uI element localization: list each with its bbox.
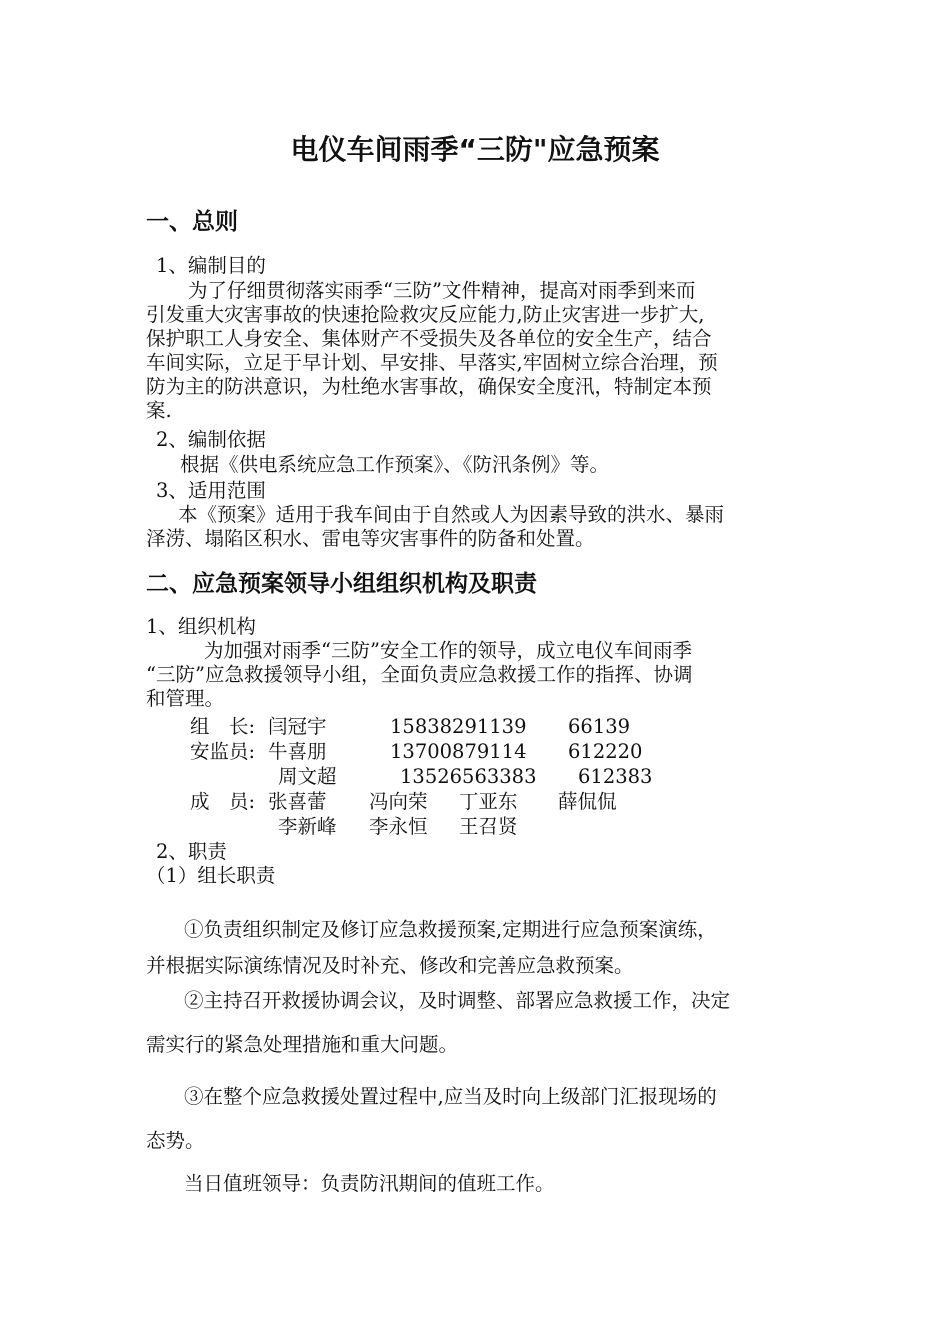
item1-paragraph [146,279,806,423]
item1-line: 车间实际，立足于早计划、早安排、早落实,牢固树立综合治理，预 [146,351,718,374]
section2-heading: 二、应急预案领导小组组织机构及职责 [146,571,537,597]
leader-name: 闫冠宇 [268,715,327,738]
duty1-line: ①负责组织制定及修订应急救援预案,定期进行应急预案演练， [184,918,717,941]
duty3-paragraph [146,1075,806,1163]
duty3-line: 态势。 [146,1129,205,1152]
supervisor1-mobile: 13700879114 [390,740,527,763]
item3-line: 泽涝、塌陷区积水、雷电等灾害事件的防备和处置。 [146,527,595,550]
duty1-paragraph [146,912,806,984]
member-name: 李新峰 [278,815,337,838]
item3-line: 本《预案》适用于我车间由于自然或人为因素导致的洪水、暴雨 [178,503,725,526]
document-title: 电仪车间雨季“三防"应急预案 [290,133,660,166]
member-name: 王召贤 [459,815,518,838]
supervisor2-name: 周文超 [278,765,337,788]
duty-title: 2、职责 [156,840,227,863]
org-line: “三防”应急救援领导小组，全面负责应急救援工作的指挥、协调 [146,663,693,686]
org-title: 1、组织机构 [146,615,256,638]
member-name: 张喜蕾 [268,790,327,813]
duty1-line: 并根据实际演练情况及时补充、修改和完善应急救预案。 [146,954,634,977]
member-name: 薛侃侃 [558,790,617,813]
leader-ext: 66139 [568,715,631,738]
supervisor1-ext: 612220 [568,740,643,763]
supervisor-role: 安监员: [190,740,256,763]
member-name: 冯向荣 [369,790,428,813]
item3-paragraph [146,503,806,551]
leader-role: 组 长: [190,715,256,738]
item2-text: 根据《供电系统应急工作预案》、《防汛条例》等。 [180,453,610,476]
item1-title: 1、编制目的 [156,254,266,277]
item1-line: 防为主的防洪意识，为杜绝水害事故，确保安全度汛，特制定本预 [146,375,712,398]
members-role: 成 员: [190,790,256,813]
duty2-line: 需实行的紧急处理措施和重大问题。 [146,1033,459,1056]
item1-line: 为了仔细贯彻落实雨季“三防”文件精神，提高对雨季到来而 [188,279,696,302]
leader-mobile: 15838291139 [390,715,527,738]
supervisor1-name: 牛喜朋 [268,740,327,763]
item3-title: 3、适用范围 [156,479,266,502]
supervisor2-mobile: 13526563383 [400,765,537,788]
item1-line: 案. [146,399,172,422]
org-paragraph [146,639,806,711]
member-name: 李永恒 [369,815,428,838]
duty-day-leader: 当日值班领导：负责防汛期间的值班工作。 [184,1172,555,1195]
duty-subtitle: （1）组长职责 [146,864,276,887]
section1-heading: 一、总则 [146,209,238,235]
org-line: 和管理。 [146,687,225,710]
item1-line: 引发重大灾害事故的快速抢险救灾反应能力,防止灾害进一步扩大, [146,303,705,326]
duty2-line: ②主持召开救援协调会议，及时调整、部署应急救援工作，决定 [184,989,731,1012]
duty2-paragraph [146,979,806,1067]
member-name: 丁亚东 [459,790,518,813]
org-line: 为加强对雨季“三防”安全工作的领导，成立电仪车间雨季 [204,639,692,662]
item2-title: 2、编制依据 [156,428,266,451]
item1-line: 保护职工人身安全、集体财产不受损失及各单位的安全生产，结合 [146,327,712,350]
duty3-line: ③在整个应急救援处置过程中,应当及时向上级部门汇报现场的 [184,1085,717,1108]
supervisor2-ext: 612383 [578,765,653,788]
